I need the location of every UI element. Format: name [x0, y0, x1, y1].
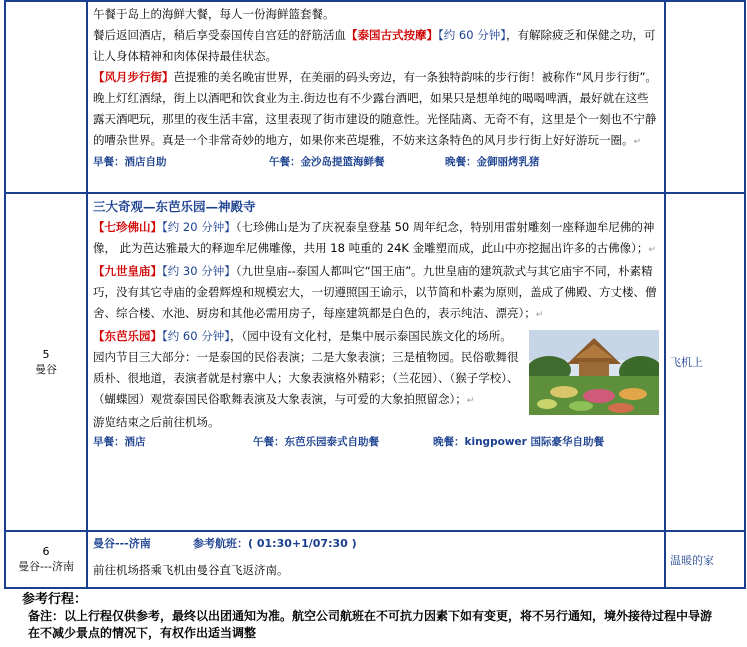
meal-lunch: 午餐：金沙岛提篮海鲜餐: [269, 156, 385, 168]
flight-label: 参考航班：: [193, 537, 248, 550]
day-content: [87, 531, 665, 588]
day-content: [87, 1, 665, 193]
hotel-cell-empty: [665, 1, 745, 193]
table-row-day-5: [5, 193, 745, 531]
meals-line: [93, 433, 659, 451]
highlight-massage: 【泰国古式按摩】: [346, 28, 438, 42]
meal-dinner: 晚餐：kingpower 国际豪华自助餐: [433, 436, 604, 448]
hotel-cell: 温暖的家: [665, 531, 745, 588]
duration-buddha-mountain: 【约 20 分钟】: [162, 220, 236, 234]
flight-line: [93, 534, 659, 554]
paragraph-nong-nooch: 【东芭乐园】【约 60 分钟】，（园中设有文化村，是集中展示泰国民族文化的场所。园内节目三大部分：一是泰国的民俗表演；二是大象表演；三是植物园。民俗歌舞很质朴、很地道，表演者就是村寨中人；大象表演格外精彩；（兰花园）、（猴子学校）、（蝴蝶园）观赏泰国民俗歌舞表演及大象表演，与可爱的大象拍照留念）；↵: [93, 329, 519, 406]
meal-lunch: 午餐：东芭乐园泰式自助餐: [253, 436, 379, 448]
route: 曼谷---济南: [93, 537, 151, 550]
hotel-cell: 飞机上: [665, 193, 745, 531]
day-heading: 三大奇观—东芭乐园—神殿寺: [93, 199, 256, 214]
paragraph-massage: 餐后返回酒店，稍后享受泰国传自宫廷的舒筋活血【泰国古式按摩】【约 60 分钟】，有解除疲乏和保健之功，可让人身体精神和肉体保持最佳状态。: [93, 28, 656, 63]
itinerary-sheet: [4, 0, 744, 589]
duration-massage: 【约 60 分钟】: [438, 28, 506, 42]
table-row-day-6: [5, 531, 745, 588]
day-number: 5: [42, 347, 50, 361]
day-number: 6: [42, 545, 50, 558]
day-city: 曼谷---济南: [18, 560, 74, 573]
garden-photo: [529, 330, 659, 415]
paragraph-king-temple: 【九世皇庙】【约 30 分钟】（九世皇庙--泰国人都叫它“国王庙”。九世皇庙的建筑款式与其它庙宇不同，朴素精巧，没有其它寺庙的金碧辉煌和规模宏大，一切遵照国王谕示，以节简和朴素为原则，盖成了佛殿、方丈楼、僧舍、综合楼、水池、厨房和其他必需用房子，每座建筑都是白色的，表示纯洁、漂亮）；↵: [93, 264, 657, 320]
meal-breakfast: 早餐：酒店: [93, 436, 146, 448]
footer: [22, 591, 722, 642]
day-city: 曼谷: [35, 362, 57, 376]
flight-times: ( 01:30+1/07:30 ): [248, 537, 357, 550]
duration-nong-nooch: 【约 60 分钟】: [162, 329, 230, 343]
meal-breakfast: 早餐：酒店自助: [93, 156, 167, 168]
paragraph-lunch: 午餐于岛上的海鲜大餐，每人一份海鲜篮套餐。: [93, 7, 335, 21]
paragraph-seven-treasures: 【七珍佛山】【约 20 分钟】（七珍佛山是为了庆祝泰皇登基 50 周年纪念，特别用雷射雕刻一座释迦牟尼佛的神像， 此为芭达雅最大的释迦牟尼佛雕像，共用 18 吨重的 24K 金雕塑而成，此山中亦挖掘出许多的古佛像）；↵: [93, 220, 656, 255]
paragraph-to-airport: 游览结束之后前往机场。: [93, 415, 220, 429]
highlight-nong-nooch: 【东芭乐园】: [93, 329, 162, 343]
highlight-king-temple: 【九世皇庙】: [93, 264, 162, 278]
day-cell: [5, 531, 87, 588]
meals-line: [93, 153, 659, 171]
duration-king-temple: 【约 30 分钟】: [162, 264, 236, 278]
table-row-prev-day: [5, 1, 745, 193]
day-content: [87, 193, 665, 531]
highlight-buddha-mountain: 【七珍佛山】: [93, 220, 162, 234]
day-cell-empty: [5, 1, 87, 193]
day-cell: [5, 193, 87, 531]
footer-note: 备注：以上行程仅供参考，最终以出团通知为准。航空公司航班在不可抗力因素下如有变更，将不另行通知，境外接待过程中导游在不减少景点的情况下，有权作出适当调整: [28, 609, 713, 640]
itinerary-table: [4, 0, 746, 589]
footer-title: 参考行程：: [22, 592, 88, 607]
meal-dinner: 晚餐：金御丽烤乳猪: [445, 156, 540, 168]
paragraph-walking-street: 【风月步行街】芭提雅的美名晚宙世界，在美丽的码头旁边，有一条独特韵味的步行街！被称作“风月步行街”。晚上灯红酒绿，街上以酒吧和饮食业为主.街边也有不少露台酒吧，如果只是想单纯的喝喝啤酒，最好就在这些露天酒吧玩，那里的夜生活丰富，这里表现了街市建设的随意性。光怪陆离、无奇不有，这里是个一刻也不宁静的嘈杂世界。真是一个非常奇妙的地方，如果你来芭堤雅，不妨来这条特色的风月步行街上好好游玩一圈。↵: [93, 70, 657, 147]
paragraph-return-flight: 前往机场搭乘飞机由曼谷直飞返济南。: [93, 563, 289, 577]
highlight-walking-street: 【风月步行街】: [93, 70, 174, 84]
